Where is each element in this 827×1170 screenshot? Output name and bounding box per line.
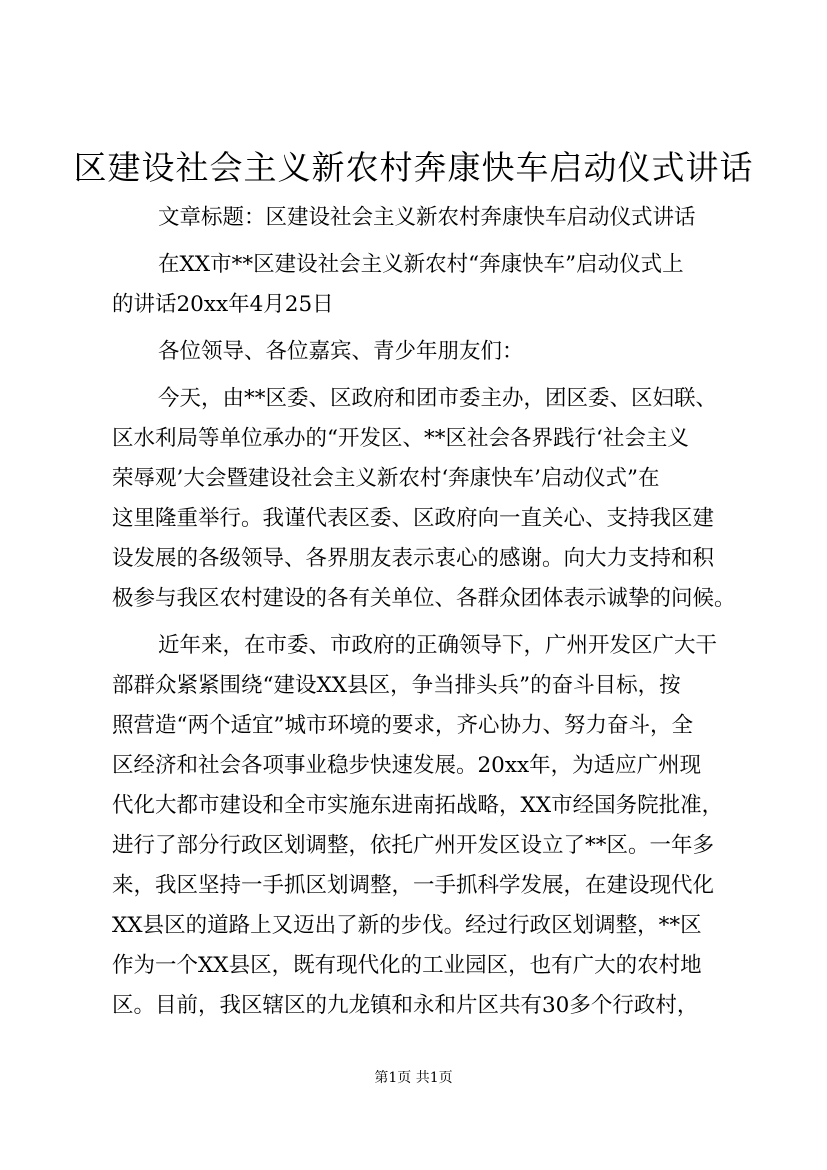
document-body [112, 198, 740, 1026]
paragraph-line: 在XX市**区建设社会主义新农村“奔康快车”启动仪式上 [158, 252, 684, 277]
paragraph-line: 照营造“两个适宜”城市环境的要求，齐心协力、努力奋斗，全 [112, 713, 693, 738]
greeting-line: 各位领导、各位嘉宾、青少年朋友们： [158, 339, 524, 364]
document-title: 区建设社会主义新农村奔康快车启动仪式讲话 [73, 148, 754, 187]
paragraph-line: 区水利局等单位承办的“开发区、**区社会各界践行‘社会主义 [112, 426, 689, 451]
paragraph-line: 近年来，在市委、市政府的正确领导下，广州开发区广大干 [158, 633, 718, 658]
paragraph-line: 设发展的各级领导、各界朋友表示衷心的感谢。向大力支持和积 [112, 546, 715, 571]
paragraph-line: 代化大都市建设和全市实施东进南拓战略，XX市经国务院批准， [112, 793, 724, 818]
paragraph-line: 区经济和社会各项事业稳步快速发展。20xx年，为适应广州现 [112, 753, 702, 778]
paragraph-line: 荣辱观’大会暨建设社会主义新农村‘奔康快车’启动仪式”在 [112, 466, 660, 491]
paragraph-line: 今天，由**区委、区政府和团市委主办，团区委、区妇联、 [158, 386, 718, 411]
paragraph-line: 极参与我区农村建设的各有关单位、各群众团体表示诚挚的问候。 [112, 586, 736, 611]
paragraph-line: 的讲话20xx年4月25日 [112, 292, 334, 317]
paragraph-line: 这里隆重举行。我谨代表区委、区政府向一直关心、支持我区建 [112, 506, 715, 531]
paragraph-line: 进行了部分行政区划调整，依托广州开发区设立了**区。一年多 [112, 833, 715, 858]
paragraph-line: 部群众紧紧围绕“建设XX县区，争当排头兵”的奋斗目标，按 [112, 673, 681, 698]
article-title-line: 文章标题：区建设社会主义新农村奔康快车启动仪式讲话 [158, 205, 696, 230]
paragraph-line: 作为一个XX县区，既有现代化的工业园区，也有广大的农村地 [112, 953, 702, 978]
paragraph-line: 来，我区坚持一手抓区划调整，一手抓科学发展，在建设现代化 [112, 873, 715, 898]
paragraph-line: 区。目前，我区辖区的九龙镇和永和片区共有30多个行政村， [112, 993, 699, 1018]
paragraph-line: XX县区的道路上又迈出了新的步伐。经过行政区划调整，**区 [112, 913, 702, 938]
page-footer: 第1页 共1页 [374, 1070, 453, 1086]
